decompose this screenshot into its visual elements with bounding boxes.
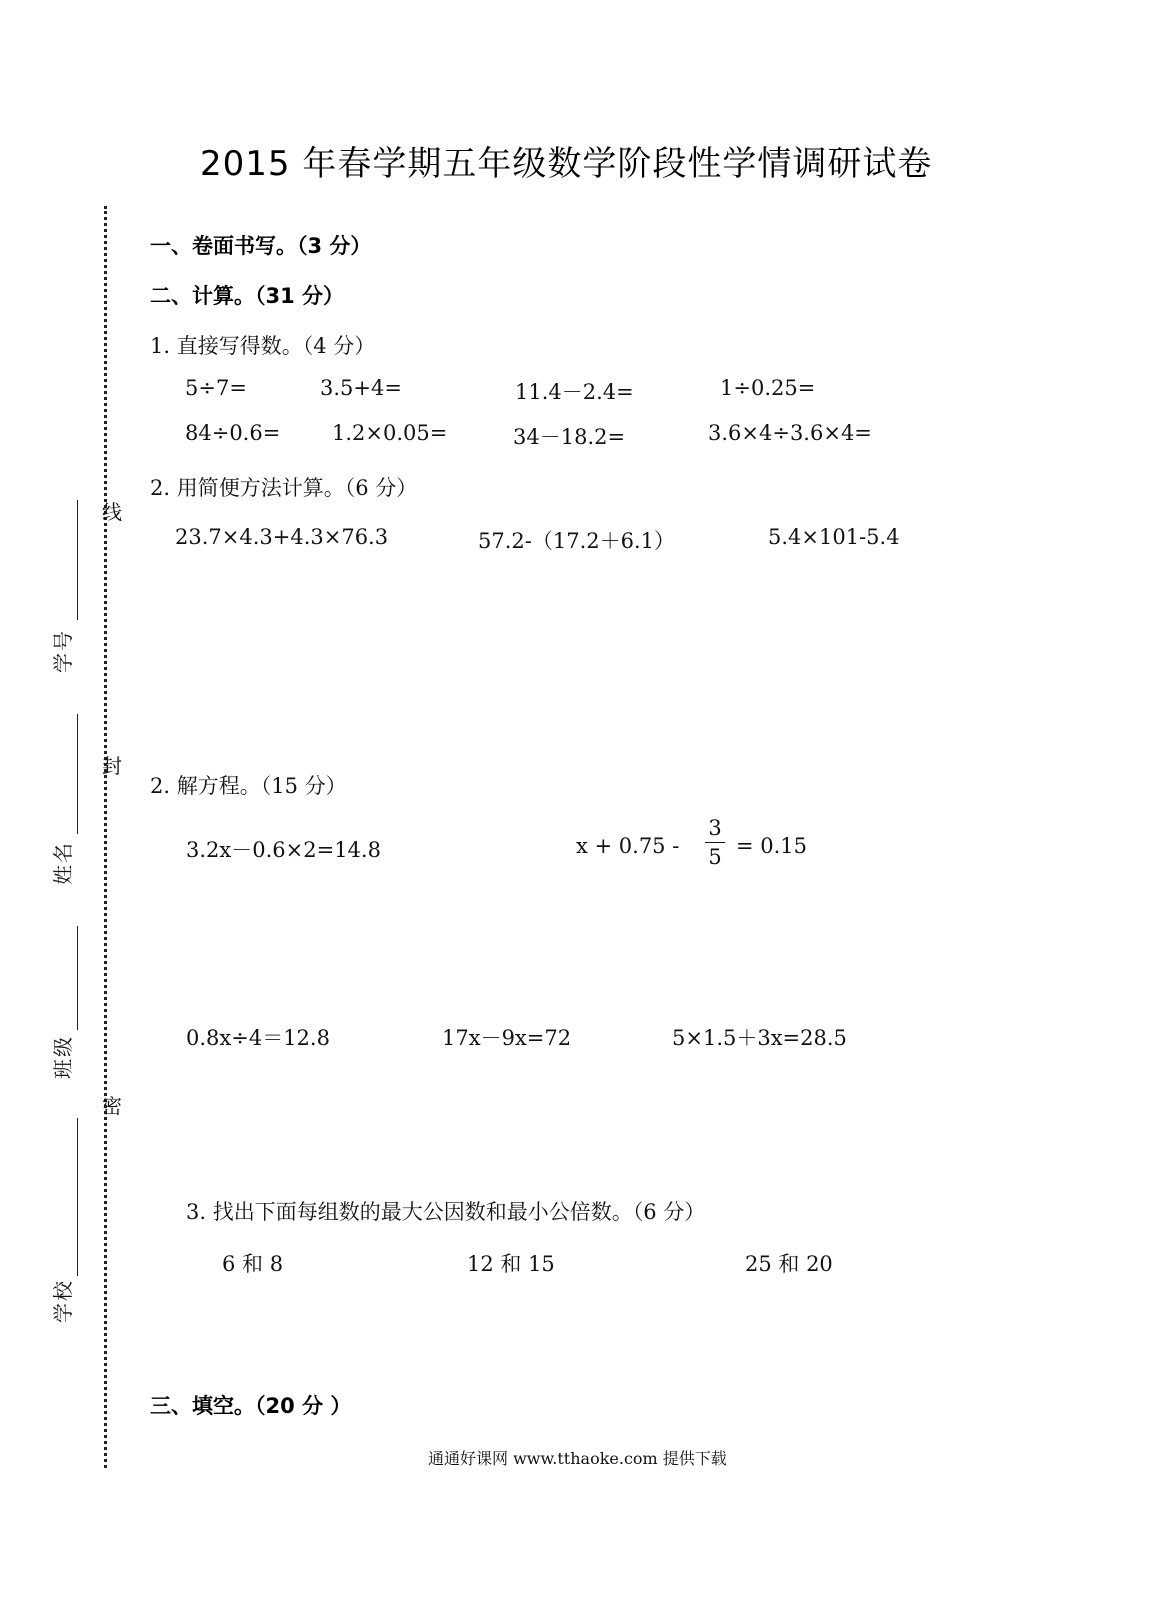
q1-item: 1÷0.25= bbox=[720, 376, 816, 400]
equation-item: 17x－9x=72 bbox=[442, 1026, 572, 1050]
equation-item: 5×1.5＋3x=28.5 bbox=[672, 1026, 847, 1050]
fraction-numerator: 3 bbox=[708, 816, 722, 840]
q2-item: 5.4×101-5.4 bbox=[768, 525, 900, 549]
name-blank bbox=[77, 714, 78, 834]
fraction-bar bbox=[705, 842, 725, 843]
q1-item: 11.4－2.4= bbox=[515, 380, 634, 404]
q4-item: 12 和 15 bbox=[467, 1252, 555, 1276]
q1-item: 1.2×0.05= bbox=[332, 421, 448, 445]
section-1-heading: 一、卷面书写。（3 分） bbox=[150, 234, 372, 258]
q3-heading: 2. 解方程。（15 分） bbox=[150, 774, 347, 798]
seal-word-feng: 封 bbox=[102, 754, 122, 778]
class-label: 级 班 bbox=[51, 1037, 75, 1079]
school-label: 校 学 bbox=[51, 1281, 75, 1323]
seal-word-xian: 线 bbox=[102, 500, 122, 524]
q2-item: 23.7×4.3+4.3×76.3 bbox=[175, 525, 389, 549]
binding-dotted-line bbox=[104, 206, 107, 1468]
q1-item: 34－18.2= bbox=[513, 425, 626, 449]
fraction-denominator: 5 bbox=[708, 845, 722, 869]
name-label: 名 姓 bbox=[51, 843, 75, 885]
page-title: 2015 年春学期五年级数学阶段性学情调研试卷 bbox=[200, 144, 933, 184]
q1-heading: 1. 直接写得数。（4 分） bbox=[150, 334, 376, 358]
equation-2-fraction bbox=[704, 816, 726, 869]
q1-item: 3.6×4÷3.6×4= bbox=[708, 421, 872, 445]
q2-heading: 2. 用简便方法计算。（6 分） bbox=[150, 476, 418, 500]
class-blank bbox=[77, 926, 78, 1030]
q4-item: 25 和 20 bbox=[745, 1252, 833, 1276]
footer-source: 通通好课网 www.tthaoke.com 提供下载 bbox=[428, 1449, 727, 1468]
q1-item: 3.5+4= bbox=[320, 376, 402, 400]
student-id-label: 号 学 bbox=[51, 631, 75, 673]
section-3-heading: 三、填空。（20 分 ） bbox=[150, 1394, 352, 1418]
q1-item: 5÷7= bbox=[185, 376, 247, 400]
q4-item: 6 和 8 bbox=[222, 1252, 284, 1276]
q1-item: 84÷0.6= bbox=[185, 421, 281, 445]
section-2-heading: 二、计算。（31 分） bbox=[150, 284, 345, 308]
equation-item: 0.8x÷4＝12.8 bbox=[186, 1026, 330, 1050]
q2-item: 57.2-（17.2＋6.1） bbox=[478, 529, 676, 553]
seal-word-mi: 密 bbox=[102, 1094, 122, 1118]
school-blank bbox=[77, 1118, 78, 1276]
equation-2-right: = 0.15 bbox=[736, 834, 808, 858]
equation-1: 3.2x－0.6×2=14.8 bbox=[186, 838, 381, 862]
equation-2-left: x + 0.75 - bbox=[576, 834, 680, 858]
q4-heading: 3. 找出下面每组数的最大公因数和最小公倍数。（6 分） bbox=[186, 1200, 706, 1224]
student-id-blank bbox=[77, 500, 78, 620]
